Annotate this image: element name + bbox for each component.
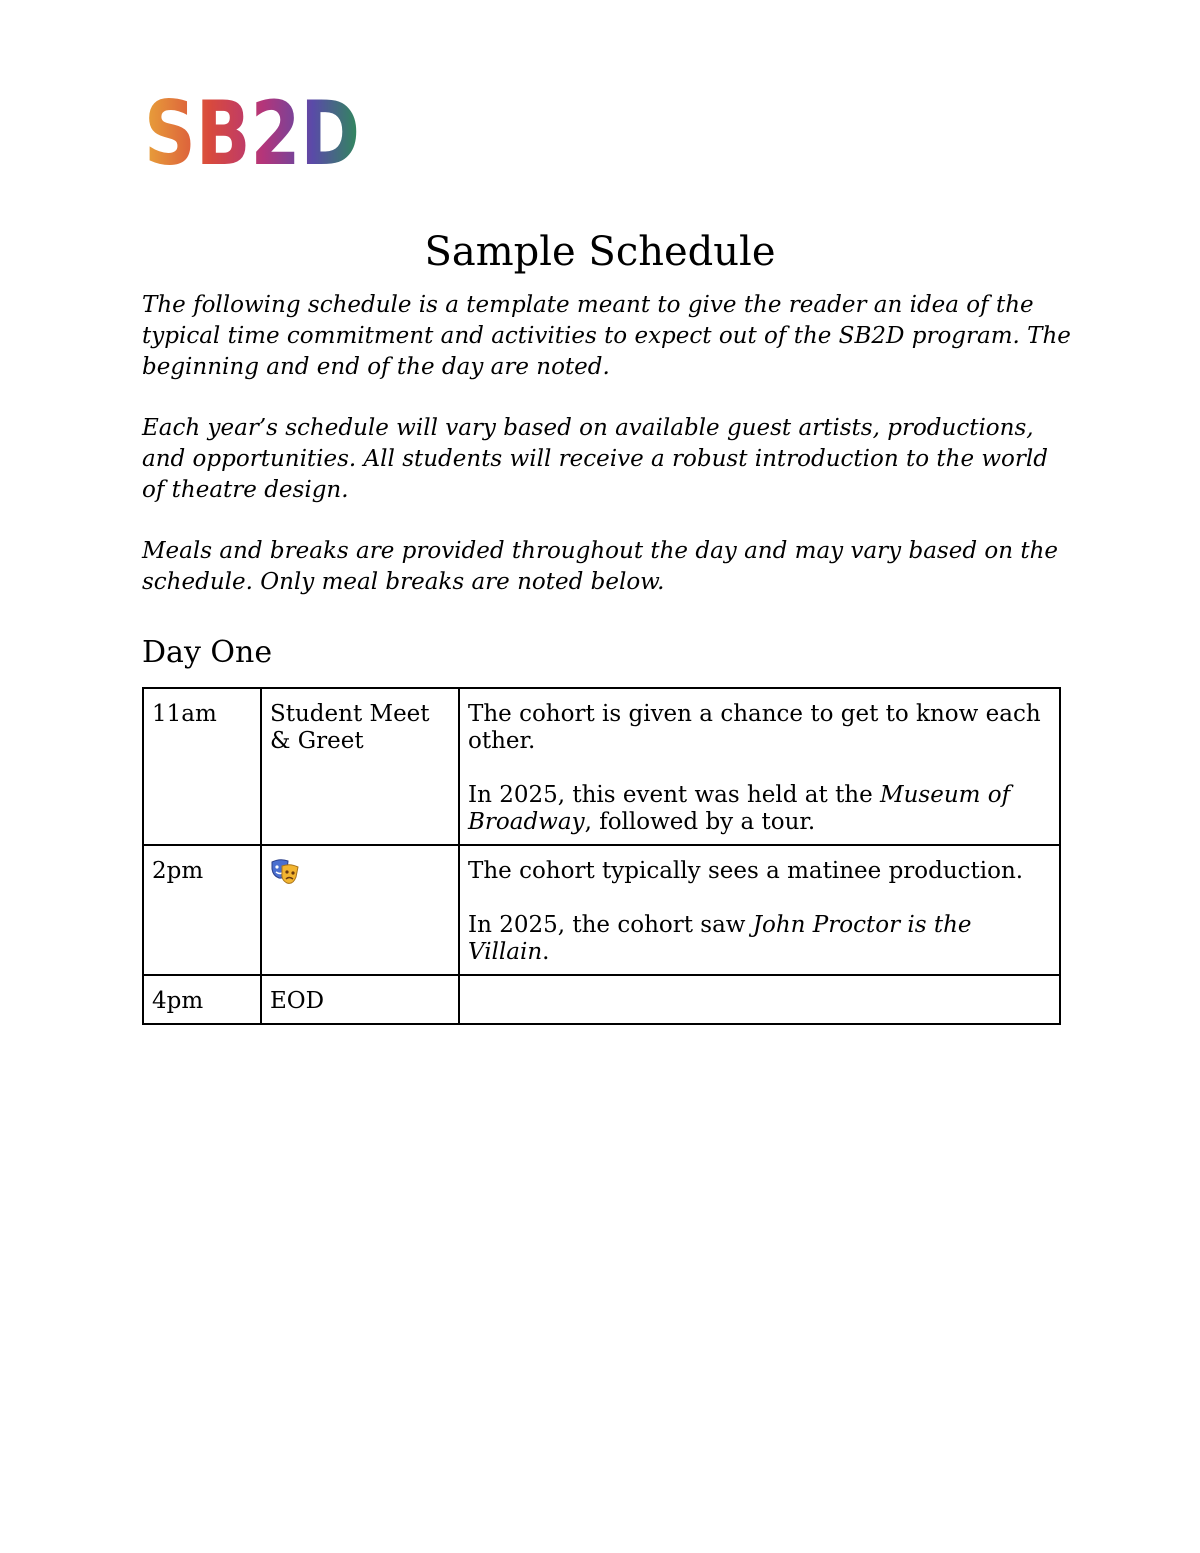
description-line xyxy=(468,782,1051,836)
day-heading: Day One xyxy=(142,635,273,670)
description-line: The cohort is given a chance to get to know each other. xyxy=(468,701,1041,754)
activity-cell: EOD xyxy=(261,975,459,1024)
description-text: In 2025, this event was held at the xyxy=(468,782,881,808)
description-line xyxy=(468,912,1051,966)
table-row xyxy=(143,688,1060,845)
schedule-table xyxy=(142,687,1061,1025)
description-text: , followed by a tour. xyxy=(584,809,816,835)
intro-text xyxy=(142,290,1072,628)
logo-wordmark: SB2D xyxy=(144,82,360,185)
time-cell: 11am xyxy=(143,688,261,845)
description-cell xyxy=(459,688,1060,845)
table-row xyxy=(143,975,1060,1024)
table-row xyxy=(143,845,1060,975)
description-cell xyxy=(459,845,1060,975)
description-line: The cohort typically sees a matinee production. xyxy=(468,858,1024,884)
intro-paragraph-2: Each year’s schedule will vary based on available guest artists, productions, and opportunities. All students will receive a robust introduction to the world of theatre design. xyxy=(142,415,1048,503)
sb2d-logo xyxy=(144,82,364,185)
production-title: John Proctor is the Villain xyxy=(468,912,972,965)
time-cell: 2pm xyxy=(143,845,261,975)
page-title: Sample Schedule xyxy=(424,229,776,275)
description-text: In 2025, the cohort saw xyxy=(468,912,753,938)
description-cell xyxy=(459,975,1060,1024)
activity-cell: Student Meet & Greet xyxy=(261,688,459,845)
venue-name: Museum of Broadway xyxy=(468,782,1011,835)
intro-paragraph-1: The following schedule is a template meant to give the reader an idea of the typical time commitment and activities to expect out of the SB2D program. The beginning and end of the day are noted. xyxy=(142,292,1071,380)
time-cell: 4pm xyxy=(143,975,261,1024)
intro-paragraph-3: Meals and breaks are provided throughout the day and may vary based on the schedule. Only meal breaks are noted below. xyxy=(142,538,1059,595)
theater-masks-icon xyxy=(270,858,300,886)
description-text: . xyxy=(542,939,550,965)
activity-cell xyxy=(261,845,459,975)
